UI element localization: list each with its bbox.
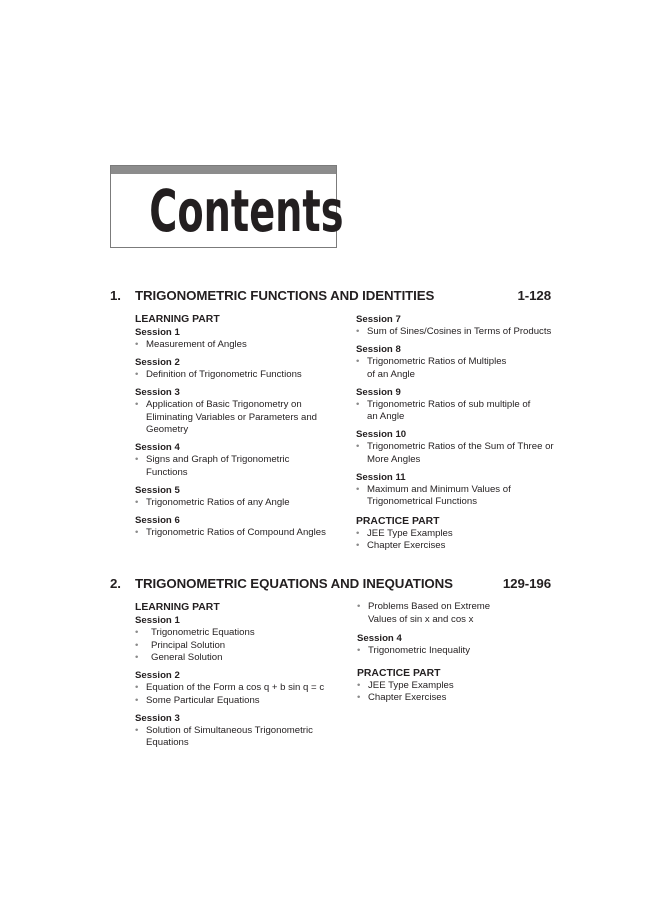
chapter-2-right-column [357,601,557,705]
session-heading: Session 8 [356,344,401,355]
bullet-icon: • [356,527,360,539]
list-item: • Maximum and Minimum Values of Trigonometrical Functions [356,483,511,507]
list-item: • Definition of Trigonometric Functions [135,369,302,380]
list-item: • Trigonometric Ratios of any Angle [135,496,290,508]
bullet-icon: • [135,496,139,508]
learning-part-heading: LEARNING PART [135,314,220,325]
bullet-icon: • [356,441,360,452]
bullet-icon: • [135,652,139,663]
bullet-icon: • [135,724,139,736]
list-item: • Some Particular Equations [135,694,260,706]
bullet-icon: • [135,694,139,706]
chapter-1-left-column [135,313,340,539]
bullet-icon: • [135,682,139,693]
session-heading: Session 1 [135,615,180,626]
bullet-icon: • [356,540,360,551]
list-item: • Chapter Exercises [357,692,447,703]
list-item: • JEE Type Examples [357,679,454,691]
list-item: • Trigonometric Ratios of sub multiple of an Angle [356,398,531,422]
list-item: • Equation of the Form a cos q + b sin q = c [135,682,325,693]
bullet-icon: • [135,454,139,465]
contents-title-box [110,165,344,248]
bullet-icon: • [135,526,139,538]
session-heading: Session 10 [356,429,407,440]
list-item: • Application of Basic Trigonometry on Eliminating Variables or Parameters and Geometry [135,399,317,435]
list-item: • General Solution [135,652,223,663]
chapter-1-right-column [356,313,556,553]
bullet-icon: • [135,627,139,638]
bullet-icon: • [135,639,139,651]
session-heading: Session 11 [356,471,406,483]
chapter-page-range: 1-128 [517,288,551,303]
list-item: • Problems Based on Extreme Values of sin x and cos x [357,601,491,625]
bullet-icon: • [356,483,360,495]
list-item: • Trigonometric Ratios of Multiples of an Angle [356,356,507,380]
learning-part-heading: LEARNING PART [135,602,220,613]
session-heading: Session 9 [356,386,401,398]
list-item: • Measurement of Angles [135,339,247,350]
session-heading: Session 4 [357,633,402,644]
chapter-page-range: 129-196 [502,576,551,591]
list-item: • JEE Type Examples [356,527,453,539]
chapter-2-left-column [135,601,340,750]
chapter-title: TRIGONOMETRIC FUNCTIONS AND IDENTITIES [135,288,435,303]
chapter-title: TRIGONOMETRIC EQUATIONS AND INEQUATIONS [135,576,453,591]
list-item: • Sum of Sines/Cosines in Terms of Products [356,326,552,337]
bullet-icon: • [356,356,360,367]
list-item: • Signs and Graph of Trigonometric Functions [135,454,290,478]
bullet-icon: • [135,399,139,410]
chapter-number: 2. [110,576,121,591]
list-item: • Trigonometric Inequality [357,645,471,656]
bullet-icon: • [357,679,361,691]
session-heading: Session 7 [356,314,401,325]
session-heading: Session 2 [135,670,180,681]
bullet-icon: • [356,326,360,337]
session-heading: Session 4 [135,442,180,453]
session-heading: Session 5 [135,484,180,496]
session-heading: Session 1 [135,327,180,338]
bullet-icon: • [356,398,360,410]
bullet-icon: • [357,692,361,703]
bullet-icon: • [357,601,361,612]
title-accent-bar [111,166,336,174]
list-item: • Solution of Simultaneous Trigonometric Equations [135,724,313,748]
session-heading: Session 6 [135,514,180,526]
list-item: • Principal Solution [135,639,226,651]
bullet-icon: • [135,339,139,350]
practice-part-heading: PRACTICE PART [357,667,441,679]
list-item: • Trigonometric Ratios of the Sum of Three or More Angles [356,441,554,465]
list-item: • Trigonometric Ratios of Compound Angles [135,526,326,538]
list-item: • Chapter Exercises [356,540,446,551]
bullet-icon: • [135,369,139,380]
session-heading: Session 2 [135,357,180,368]
list-item: • Trigonometric Equations [135,627,255,638]
practice-part-heading: PRACTICE PART [356,515,440,527]
chapter-number: 1. [110,288,121,303]
session-heading: Session 3 [135,387,180,398]
page-title: Contents [149,177,344,245]
session-heading: Session 3 [135,712,180,724]
bullet-icon: • [357,645,361,656]
